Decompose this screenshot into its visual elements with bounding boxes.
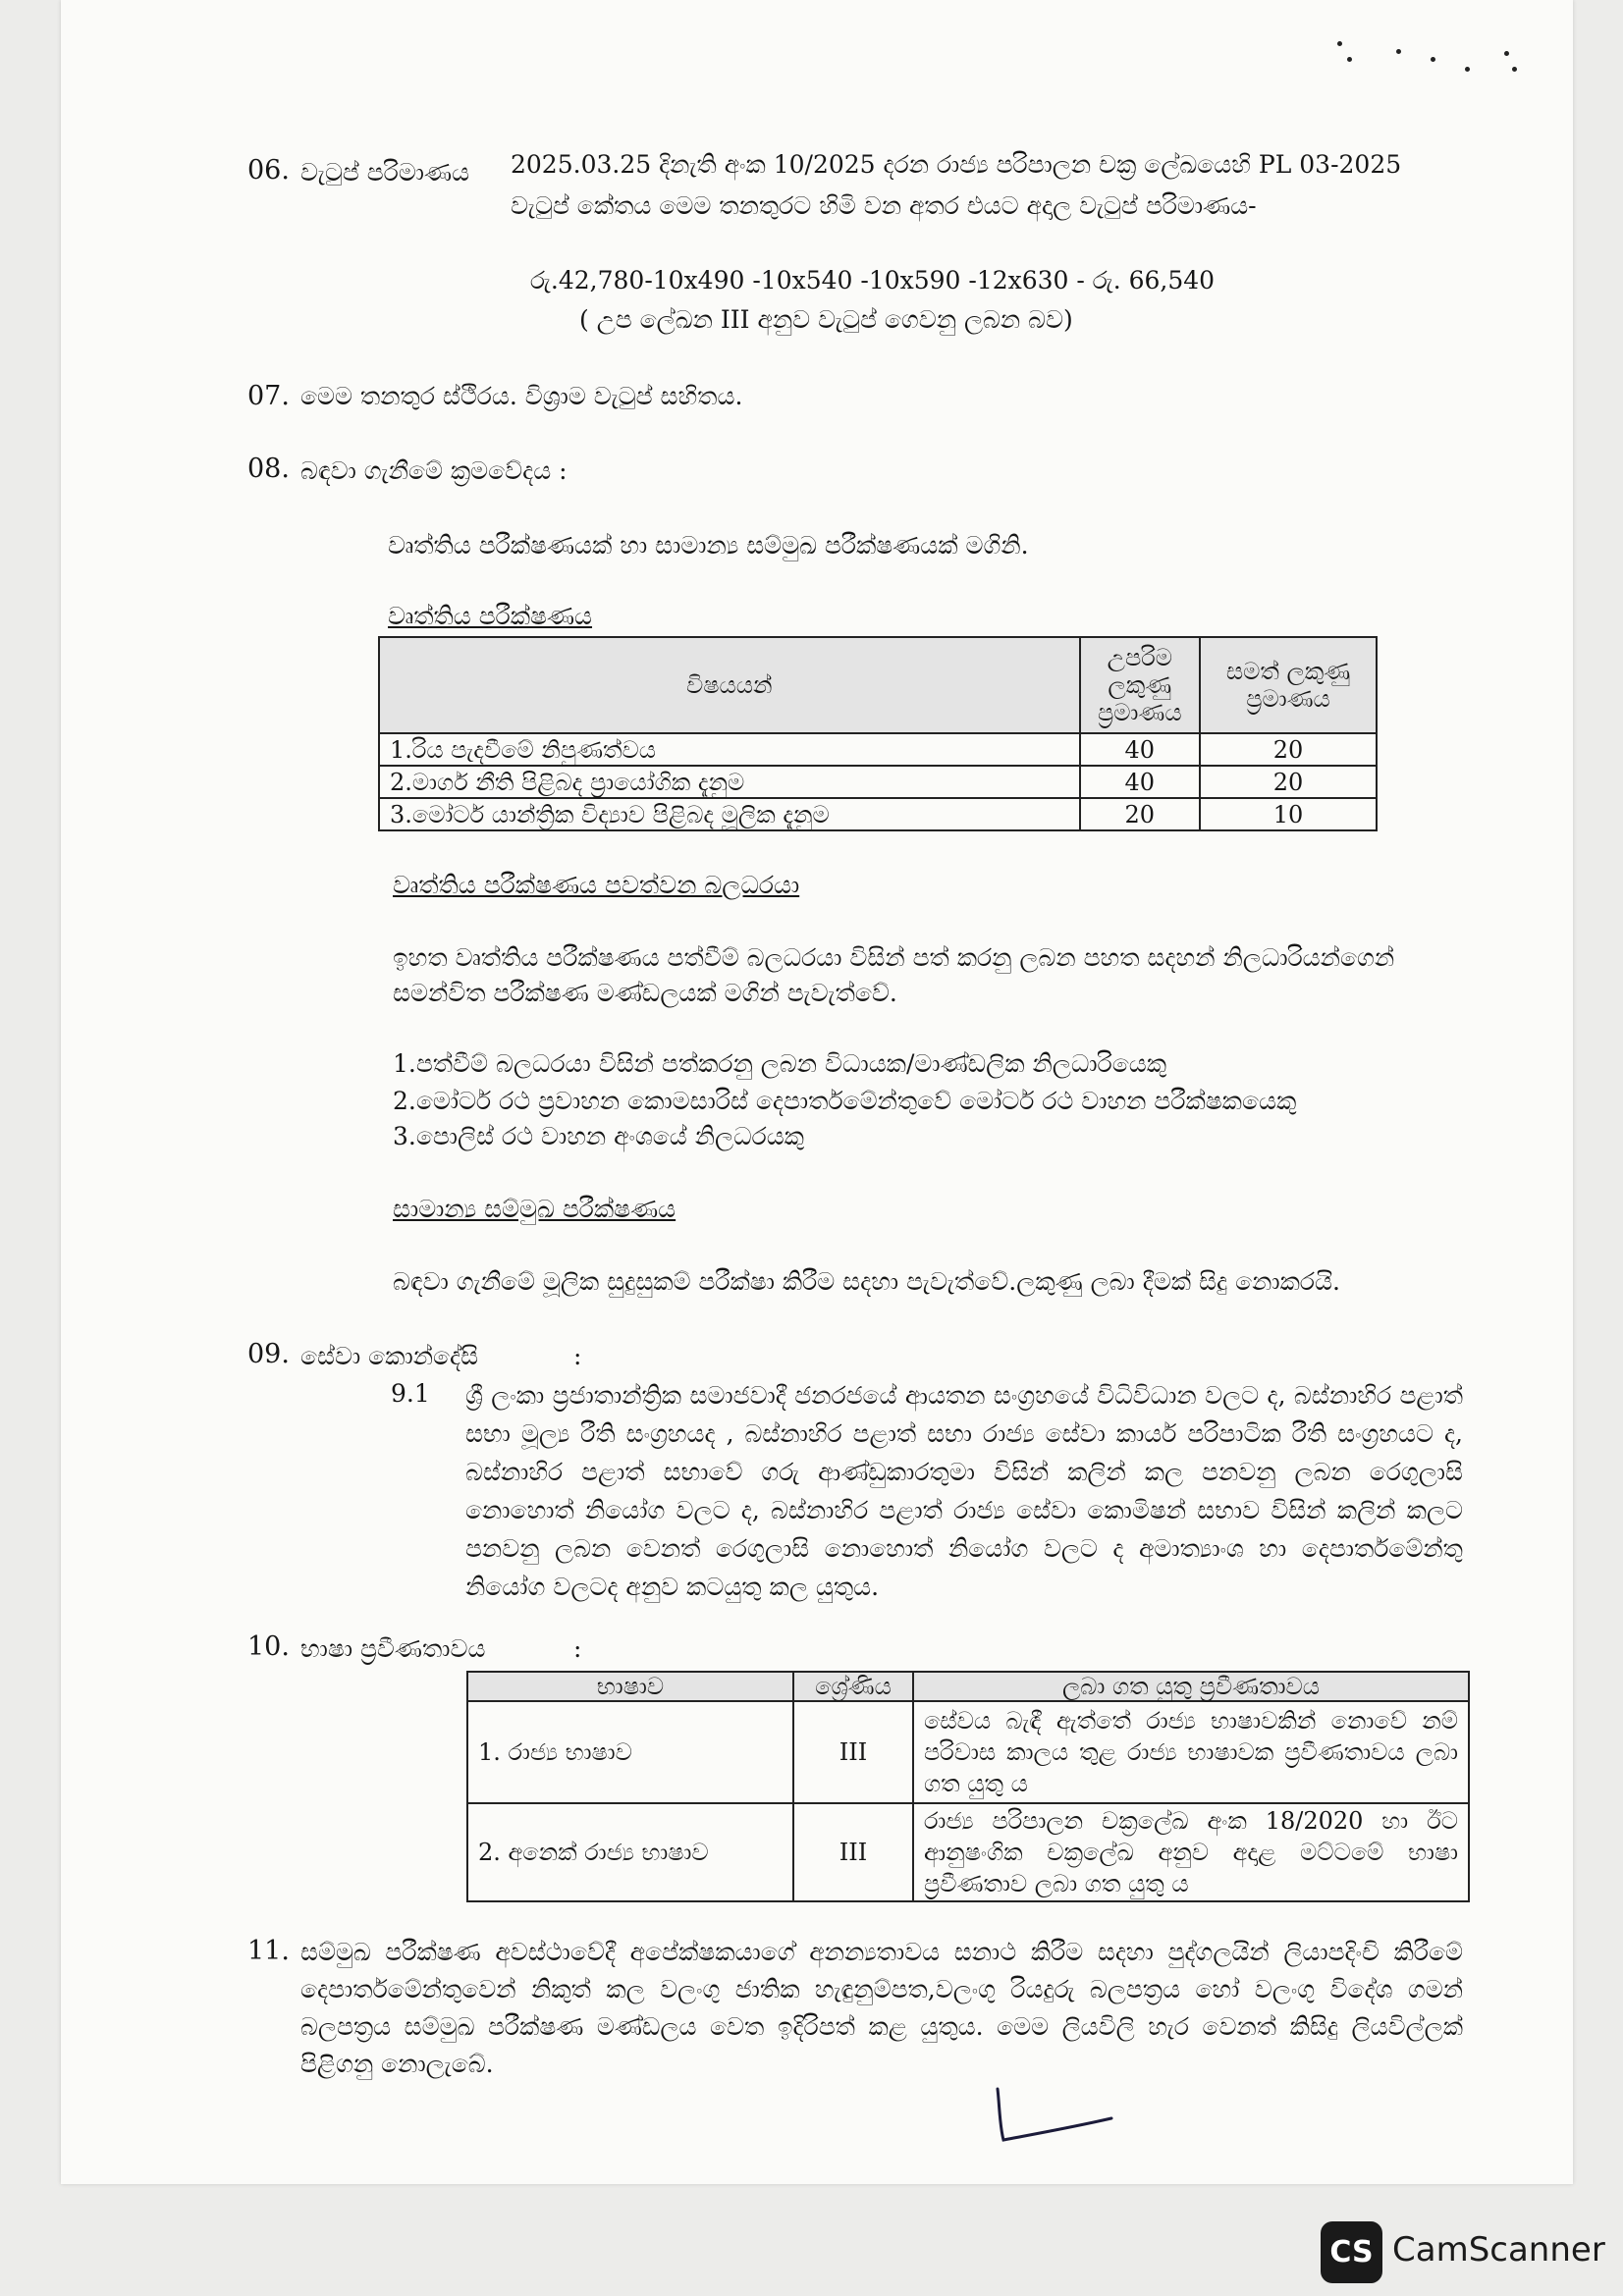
language-cell: 2. අනෙක් රාජ්‍ය භාෂාව xyxy=(467,1803,793,1901)
practical-test-title: වෘත්තිය පරීක්ෂණය xyxy=(388,602,593,630)
salary-note: ( උප ලේඛන III අනුව වැටුප් ගෙවනු ලබන බව) xyxy=(579,305,1073,334)
column-header-max-marks: උපරිම ලකුණු ප්‍රමාණය xyxy=(1080,637,1200,733)
salary-line-2: වැටුප් කේතය මෙම තනතුරට හිමි වන අතර එයට අදාල වැටුප් පරිමාණය- xyxy=(511,191,1257,220)
language-proficiency-table xyxy=(466,1671,1470,1902)
column-header-grade: ශ්‍රේණිය xyxy=(793,1672,913,1701)
board-member-1: 1.පත්වීම් බලධරයා විසින් පත්කරනු ලබන විධායක/මාණ්ඩලික නිලධාරියෙකු xyxy=(393,1049,1167,1078)
section-10-colon: : xyxy=(573,1634,582,1663)
column-header-subjects: විෂයයන් xyxy=(379,637,1080,733)
table-row xyxy=(379,798,1377,830)
proficiency-cell: සේවය බැඳී ඇත්තේ රාජ්‍ය භාෂාවකින් නොවේ නම් පරිවාස කාලය තුළ රාජ්‍ය භාෂාවක ප්‍රවීණතාවය ලබා ගත යුතු ය xyxy=(913,1701,1469,1803)
practical-test-table xyxy=(378,636,1378,831)
clause-9-1-number: 9.1 xyxy=(391,1379,430,1408)
column-header-language: භාෂාව xyxy=(467,1672,793,1701)
section-06-number: 06. xyxy=(247,155,290,186)
subject-cell: 2.මාර්ග නීති පිළිබද ප්‍රායෝගික දැනුම xyxy=(379,766,1080,798)
grade-cell: III xyxy=(793,1803,913,1901)
board-member-2: 2.මෝටර් රථ ප්‍රවාහන කොමසාරිස් දෙපාර්තමේන්තුවේ මෝටර් රථ වාහන පරීක්ෂකයෙකු xyxy=(393,1087,1297,1115)
section-09-number: 09. xyxy=(247,1339,290,1369)
section-07-number: 07. xyxy=(247,381,290,411)
salary-line-1: 2025.03.25 දිනැති අංක 10/2025 දරන රාජ්‍ය පරිපාලන චක්‍ර ලේඛයෙහි PL 03-2025 xyxy=(511,150,1402,179)
max-marks-cell: 20 xyxy=(1080,798,1200,830)
grade-cell: III xyxy=(793,1701,913,1803)
max-marks-cell: 40 xyxy=(1080,766,1200,798)
table-row xyxy=(467,1701,1469,1803)
column-header-pass-marks: සමත් ලකුණු ප්‍රමාණය xyxy=(1200,637,1377,733)
board-member-3: 3.පොලිස් රථ වාහන අංශයේ නිලධරයකු xyxy=(393,1122,804,1150)
service-conditions-text: ශ්‍රී ලංකා ප්‍රජාතාන්ත්‍රික සමාජවාදී ජනරජයේ ආයතන සංග්‍රහයේ විධිවිධාන වලට ද, බස්නාහිර පළාත් සභා මූල්‍ය රීති සංග්‍රහයද , බස්නාහිර පළාත් සභා රාජ්‍ය සේවා කාර්ය පරිපාටික රීති සංග්‍රහයට ද, බස්නාහිර පළාත් සභාවේ ගරු ආණ්ඩුකාරතුමා විසින් කලින් කල පනවනු ලබන රෙගුලාසි නොහොත් නියෝග වලට ද, බස්නාහිර පළාත් රාජ්‍ය සේවා කොමිෂන් සභාව විසින් කලින් කලට පනවනු ලබන වෙනත් රෙගුලාසි නොහොත් නියෝග වලට ද අමාත්‍යාංශ හා දෙපාර්තමේන්තු නියෝග වලටද අනුව කටයුතු කල යුතුය. xyxy=(465,1381,1463,1601)
section-10-label: භාෂා ප්‍රවීණතාවය xyxy=(300,1634,486,1663)
table-row xyxy=(467,1803,1469,1901)
section-06-label: වැටුප් පරිමාණය xyxy=(300,158,470,187)
table-header-row xyxy=(467,1672,1469,1701)
language-cell: 1. රාජ්‍ය භාෂාව xyxy=(467,1701,793,1803)
proficiency-cell: රාජ්‍ය පරිපාලන චක්‍රලේඛ අංක 18/2020 හා ඊට ආනුෂංගික චක්‍රලේඛ අනුව අදාළ මට්ටමේ භාෂා ප්‍රවීණතාව ලබා ගත යුතු ය xyxy=(913,1803,1469,1901)
salary-scale: රු.42,780-10x490 -10x540 -10x590 -12x630 - රු. 66,540 xyxy=(530,266,1216,294)
camscanner-logo: CS xyxy=(1321,2221,1382,2283)
interview-text: බඳවා ගැනීමේ මූලික සුදුසුකම් පරීක්ෂා කිරීම සදහා පැවැත්වේ.ලකුණු ලබා දීමක් සිදු නොකරයි. xyxy=(393,1267,1340,1296)
column-header-proficiency: ලබා ගත යුතු ප්‍රවීණතාවය xyxy=(913,1672,1469,1701)
interview-title: සාමාන්‍ය සම්මුඛ පරීක්ෂණය xyxy=(393,1195,676,1223)
pass-marks-cell: 20 xyxy=(1200,766,1377,798)
camscanner-name: CamScanner xyxy=(1392,2230,1605,2269)
table-row xyxy=(379,733,1377,766)
recruitment-intro: වෘත්තිය පරීක්ෂණයක් හා සාමාන්‍ය සම්මුඛ පරීක්ෂණයක් මගිනි. xyxy=(388,531,1029,560)
table-header-row xyxy=(379,637,1377,733)
section-11-number: 11. xyxy=(247,1936,290,1966)
section-08-label: බඳවා ගැනීමේ ක්‍රමවේදය : xyxy=(300,456,568,485)
section-07-text: මෙම තනතුර ස්ථිරය. විශ්‍රාම වැටුප් සහිතය. xyxy=(300,382,743,410)
section-10-number: 10. xyxy=(247,1631,290,1662)
pass-marks-cell: 20 xyxy=(1200,733,1377,766)
identity-requirement-text: සම්මුඛ පරීක්ෂණ අවස්ථාවේදී අපේක්ෂකයාගේ අනන්‍යතාවය සනාථ කිරීම සදහා පුද්ගලයින් ලියාපදිංචි කිරීමේ දෙපාර්තමේන්තුවෙන් නිකුත් කල වලංගු ජාතික හැඳුනුම්පත,වලංගු රියදුරු බලපත්‍රය හෝ වලංගු විදේශ ගමන් බලපත්‍රය සම්මුඛ පරීක්ෂණ මණ්ඩලය වෙත ඉදිරිපත් කළ යුතුය. මෙම ලියවිලි හැර වෙනත් කිසිදු ලියවිල්ලක් පිළිගනු නොලැබේ. xyxy=(300,1938,1463,2078)
max-marks-cell: 40 xyxy=(1080,733,1200,766)
subject-cell: 1.රිය පැදවීමේ නිපුණත්වය xyxy=(379,733,1080,766)
section-09-label: සේවා කොන්දේසි xyxy=(300,1342,479,1370)
table-row xyxy=(379,766,1377,798)
section-09-colon: : xyxy=(573,1342,582,1370)
authority-text: ඉහත වෘත්තිය පරීක්ෂණය පත්වීම් බලධරයා විසින් පත් කරනු ලබන පහත සදහන් නිලධාරියන්ගෙන් සමන්විත පරීක්ෂණ මණ්ඩලයක් මගින් පැවැත්වේ. xyxy=(393,943,1395,1007)
authority-title: වෘත්තිය පරීක්ෂණය පවත්වන බලධරයා xyxy=(393,871,800,899)
section-08-number: 08. xyxy=(247,454,290,484)
pass-marks-cell: 10 xyxy=(1200,798,1377,830)
signature xyxy=(990,2081,1117,2150)
subject-cell: 3.මෝටර් යාන්ත්‍රික විද්‍යාව පිළිබද මූලික දැනුම xyxy=(379,798,1080,830)
